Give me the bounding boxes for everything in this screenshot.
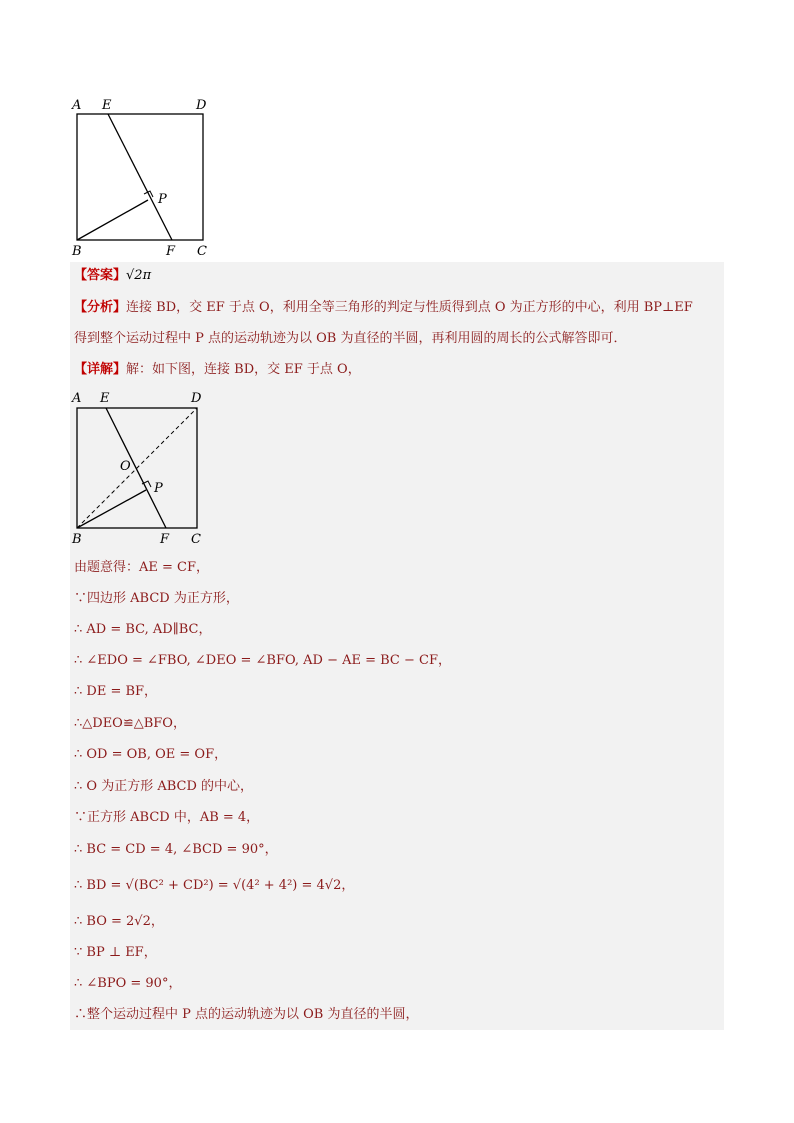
step-6: ∴△DEO≌△BFO， — [74, 716, 186, 731]
detail-text: 解：如下图，连接 BD，交 EF 于点 O， — [126, 362, 361, 377]
answer-line — [74, 266, 151, 286]
analysis-line-2: 得到整个运动过程中 P 点的运动轨迹为以 OB 为直径的半圆，再利用圆的周长的公式解答即可． — [74, 331, 627, 346]
analysis-tag: 【分析】 — [74, 300, 127, 315]
label-F: F — [160, 532, 170, 547]
analysis-text-1: 连接 BD，交 EF 于点 O，利用全等三角形的判定与性质得到点 O 为正方形的中心，利用 BP⊥EF — [126, 300, 693, 315]
label-C: C — [197, 244, 207, 259]
label-B: B — [72, 532, 82, 547]
label-D: D — [191, 391, 202, 406]
label-C: C — [191, 532, 201, 547]
detail-line — [74, 360, 361, 380]
square-figure-2 — [60, 386, 230, 550]
label-B: B — [72, 244, 82, 259]
step-11: ∴ BD = √(BC² + CD²) = √(4² + 4²) = 4√2， — [74, 878, 355, 893]
step-1: 由题意得：AE = CF， — [74, 560, 210, 575]
label-A: A — [72, 391, 82, 406]
label-F: F — [166, 244, 176, 259]
label-P: P — [154, 481, 163, 496]
label-E: E — [102, 98, 112, 113]
step-10: ∴ BC = CD = 4, ∠BCD = 90°， — [74, 842, 278, 857]
step-12: ∴ BO = 2√2， — [74, 914, 164, 929]
step-15: ∴整个运动过程中 P 点的运动轨迹为以 OB 为直径的半圆， — [74, 1007, 419, 1022]
label-D: D — [196, 98, 207, 113]
label-O: O — [120, 459, 131, 474]
step-8: ∴ O 为正方形 ABCD 的中心， — [74, 779, 254, 794]
step-9: ∵正方形 ABCD 中，AB = 4， — [74, 810, 260, 825]
step-4: ∴ ∠EDO = ∠FBO, ∠DEO = ∠BFO, AD − AE = BC − CF， — [74, 653, 452, 668]
label-A: A — [72, 98, 82, 113]
analysis-line-1 — [74, 298, 693, 318]
step-7: ∴ OD = OB, OE = OF， — [74, 747, 228, 762]
label-E: E — [100, 391, 110, 406]
step-2: ∵四边形 ABCD 为正方形， — [74, 591, 239, 606]
square-figure-1 — [60, 92, 230, 262]
step-13: ∵ BP ⊥ EF， — [74, 945, 157, 960]
step-14: ∴ ∠BPO = 90°， — [74, 976, 182, 991]
step-3: ∴ AD = BC, AD∥BC， — [74, 622, 212, 637]
step-5: ∴ DE = BF， — [74, 684, 158, 699]
label-P: P — [158, 192, 167, 207]
detail-tag: 【详解】 — [74, 362, 127, 377]
answer-tag: 【答案】 — [74, 268, 127, 283]
answer-value: √2π — [126, 268, 152, 283]
